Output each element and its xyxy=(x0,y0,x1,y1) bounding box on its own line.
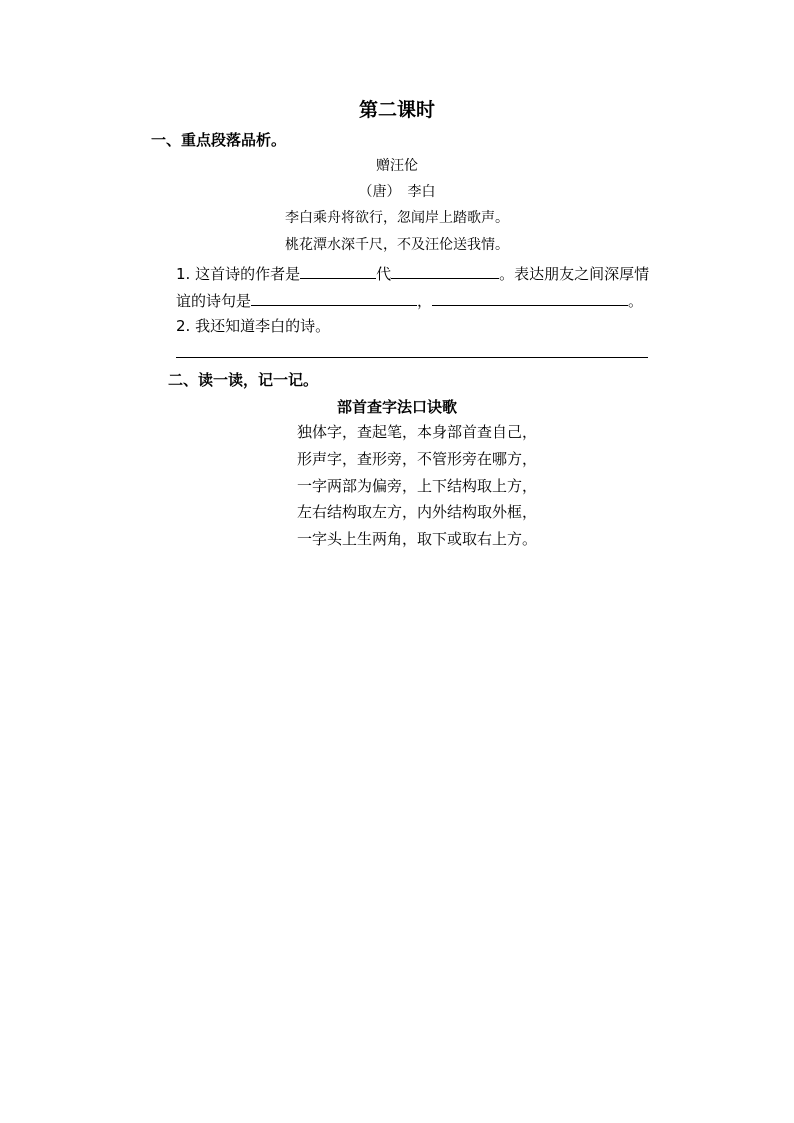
poem-line-1: 李白乘舟将欲行，忽闻岸上踏歌声。 xyxy=(285,210,509,226)
page-title: 第二课时 xyxy=(358,99,435,121)
question-1-text-a: 1. 这首诗的作者是 xyxy=(176,265,301,283)
question-2-text: 2. 我还知道李白的诗。 xyxy=(176,317,331,335)
friendship-line-blank-1[interactable] xyxy=(251,289,417,306)
question-1-line-2 xyxy=(176,289,643,311)
poem-author: （唐） 李白 xyxy=(358,184,436,200)
question-1-text-c: 。表达朋友之间深厚情 xyxy=(499,265,650,283)
rhyme-line-1: 独体字，查起笔，本身部首查自己， xyxy=(296,423,537,441)
rhyme-line-3: 一字两部为偏旁，上下结构取上方， xyxy=(296,477,537,495)
question-1-period: 。 xyxy=(628,292,644,310)
author-name-blank[interactable] xyxy=(391,262,499,279)
question-1-line-1 xyxy=(176,262,649,284)
question-2-answer-line[interactable] xyxy=(176,357,648,358)
question-1-text-d: 谊的诗句是 xyxy=(176,292,252,310)
rhyme-title: 部首查字法口诀歌 xyxy=(336,398,457,416)
poem-line-2: 桃花潭水深千尺，不及汪伦送我情。 xyxy=(285,237,509,253)
rhyme-line-2: 形声字，查形旁，不管形旁在哪方， xyxy=(296,450,537,468)
section-1-heading: 一、重点段落品析。 xyxy=(151,131,287,149)
rhyme-line-4: 左右结构取左方，内外结构取外框， xyxy=(296,503,537,521)
section-2-heading: 二、读一读，记一记。 xyxy=(168,371,319,389)
question-1-text-b: 代 xyxy=(376,265,392,283)
poem-title: 赠汪伦 xyxy=(376,158,418,174)
rhyme-line-5: 一字头上生两角，取下或取右上方。 xyxy=(296,530,537,548)
author-dynasty-blank[interactable] xyxy=(300,262,376,279)
question-1-comma: ， xyxy=(417,292,433,310)
friendship-line-blank-2[interactable] xyxy=(432,289,628,306)
